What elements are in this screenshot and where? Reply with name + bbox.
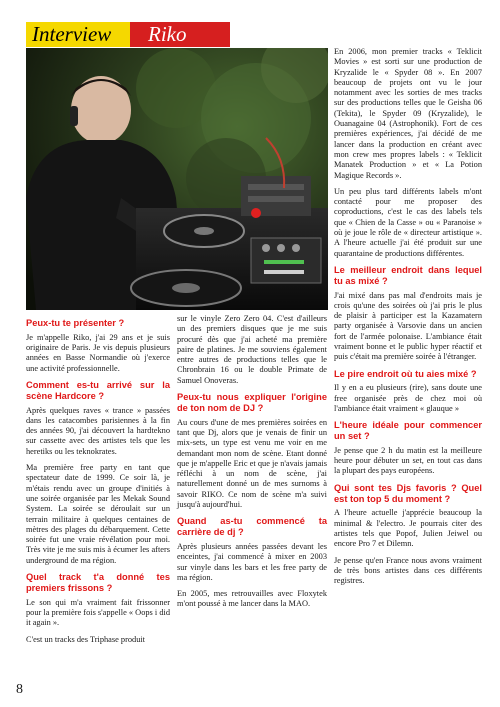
answer-paragraph: A l'heure actuelle j'apprécie beaucoup la minimal & l'electro. Je pourrais citer des artistes tels que Popof, Julien Jeiwel ou encore Pro 7 et Dilemn. [334, 508, 482, 549]
header-bar [26, 22, 230, 47]
answer-paragraph: En 2006, mon premier tracks « Teklicit Movies » est sorti sur une production de Kryzalide le « Spyder 08 ». En 2007 beaucoup de projets ont vu le jour notamment avec les sorties de mes tracks sur des productions telles que le Geisha 06 (Tekita), le Spyder 09 (Kryzalide), le Ouanagaine 04 (Astrophonik). Fort de ces premières expériences, j'ai décidé de me lancer dans la production en créant avec mon crew mes propres labels : « Teklicit Manatek Production » et « La Potion Magique Records ». [334, 47, 482, 180]
answer-paragraph: J'ai mixé dans pas mal d'endroits mais je crois qu'une des soirées où j'ai pris le plus de plaisir à participer est la Kazamatern party organisée à Varsovie dans un ancien fort de l'armée polonaise. L'ambiance était vraiment bonne et le public hyper réactif et puis c'était ma première soirée à l'étranger. [334, 290, 482, 362]
question-heading: Peux-tu te présenter ? [26, 318, 125, 328]
text-column-3 [334, 47, 482, 592]
question-heading: Qui sont tes Djs favoris ? Quel est ton top 5 du moment ? [334, 482, 482, 504]
text-column-1 [26, 314, 170, 651]
answer-paragraph: Le son qui m'a vraiment fait frissonner pour la première fois s'appelle « Oops i did it again ». [26, 597, 170, 628]
answer-paragraph: C'est un tracks des Triphase produit [26, 634, 146, 644]
question-heading: Quel track t'a donné tes premiers frissons ? [26, 572, 170, 593]
text-column-2 [177, 314, 327, 616]
question-heading: Comment es-tu arrivé sur la scène Hardcore ? [26, 379, 170, 401]
header-title: Interview [26, 22, 130, 47]
answer-paragraph: Après quelques raves « trance » passées dans les catacombes parisiennes à la fin des années 90, j'ai découvert la hardtekno sur cassette avec des artistes tels que les heretiks ou les teknokrates. [26, 405, 170, 456]
answer-paragraph: Ma première free party en tant que spectateur date de 1999. Ce soir là, je m'étais rendu avec un groupe d'initiés à une soirée organisée par les Mekak Sound System. La soirée se déroulait sur un terrain militaire à quelques centaines de mètres des plages du débarquement. Cette soirée fut une vraie révélation pour moi. Très vite je me suis mis à écumer les afters underground de ma région. [26, 463, 170, 565]
answer-paragraph: Je m'appelle Riko, j'ai 29 ans et je suis originaire de Paris. Je vis depuis plusieurs années en Basse Normandie où j'exerce une activité professionnelle. [26, 332, 170, 373]
page-number: 8 [16, 682, 23, 697]
answer-paragraph: Il y en a eu plusieurs (rire), sans doute une free organisée près de chez moi où l'ambiance était vraiment « glauque » [334, 383, 482, 413]
answer-paragraph: Après plusieurs années passées devant les enceintes, j'ai commencé à mixer en 2003 sur vinyle dans les bars et les free party de ma région. [177, 541, 327, 582]
question-heading: Le meilleur endroit dans lequel tu as mixé ? [334, 264, 482, 286]
answer-paragraph: Un peu plus tard différents labels m'ont contacté pour me proposer des coproductions, c'est le cas des labels tels que « Chien de la Casse » ou « Paranoise » où je joue le rôle de « directeur artistique ». A l'heure actuelle j'ai été produit sur une quarantaine de productions différentes. [334, 186, 482, 258]
answer-paragraph: Je pense qu'en France nous avons vraiment de très bons artistes dans ces différents registres. [334, 555, 482, 586]
answer-paragraph: En 2005, mes retrouvailles avec Floxytek m'ont poussé à me lancer dans la MAO. [177, 589, 327, 609]
answer-paragraph: sur le vinyle Zero Zero 04. C'est d'ailleurs un des premiers disques que je me suis procuré dès que j'ai acheté ma première paire de platines. Je me souviens également entre autres de productions telles que le Chronbrain 16 ou le double Primate de Samuel Onoveras. [177, 314, 327, 385]
question-heading: Le pire endroit où tu aies mixé ? [334, 368, 477, 379]
question-heading: L'heure idéale pour commencer un set ? [334, 420, 482, 442]
question-heading: Quand as-tu commencé ta carrière de dj ? [177, 516, 327, 538]
dj-photo [26, 48, 328, 310]
question-heading: Peux-tu nous expliquer l'origine de ton nom de DJ ? [177, 392, 327, 413]
header-name: Riko [130, 22, 230, 47]
answer-paragraph: Au cours d'une de mes premières soirées en tant que Dj, alors que je venais de finir un mix-sets, un type est venu me voir en me demandant mon nom de scène. Etant donné que je m'appelle Eric et que je n'avais jamais réfléchi à un nom de scène, j'ai naturellement donné un de mes surnoms à savoir RIKO. Ce nom de scène m'a suivi jusqu'à aujourd'hui. [177, 417, 327, 510]
answer-paragraph: Je pense que 2 h du matin est la meilleure heure pour débuter un set, en tout cas dans la plupart des pays européens. [334, 445, 482, 476]
